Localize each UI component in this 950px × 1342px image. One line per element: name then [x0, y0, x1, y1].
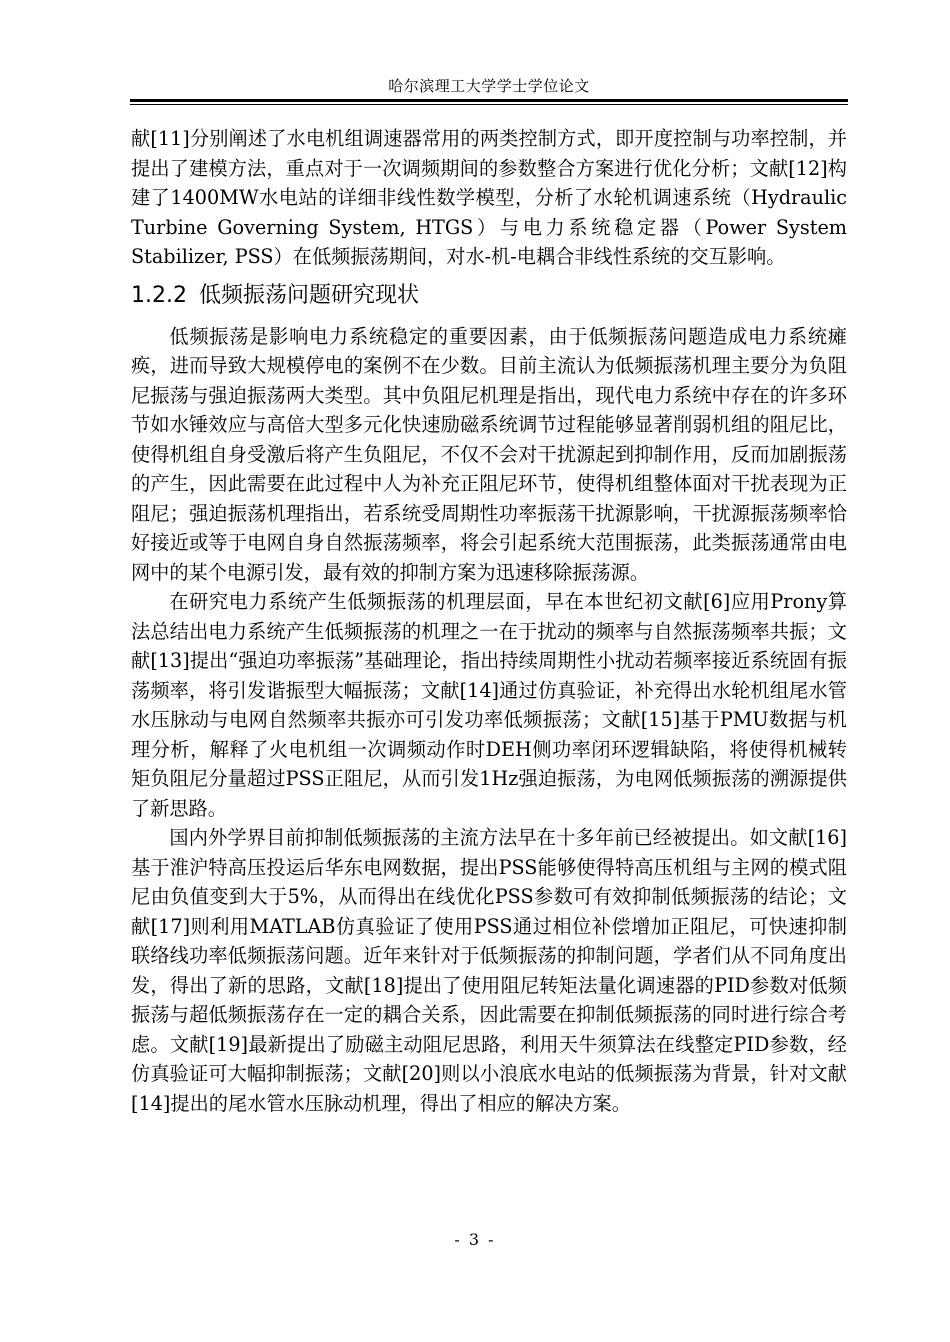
- header-rule-thick: [130, 99, 848, 102]
- body-text: [131, 124, 847, 1118]
- section-title: 低频振荡问题研究现状: [198, 282, 419, 308]
- paragraph-1: 低频振荡是影响电力系统稳定的重要因素，由于低频振荡问题造成电力系统瘫痪，进而导致大规模停电的案例不在少数。目前主流认为低频振荡机理主要分为负阻尼振荡与强迫振荡两大类型。其中负阻尼机理是指出，现代电力系统中存在的许多环节如水锤效应与高倍大型多元化快速励磁系统调节过程能够显著削弱机组的阻尼比，使得机组自身受激后将产生负阻尼，不仅不会对干扰源起到抑制作用，反而加剧振荡的产生，因此需要在此过程中人为补充正阻尼环节，使得机组整体面对干扰表现为正阻尼；强迫振荡机理指出，若系统受周期性功率振荡干扰源影响，干扰源振荡频率恰好接近或等于电网自身自然振荡频率，将会引起系统大范围振荡，此类振荡通常由电网中的某个电源引发，最有效的抑制方案为迅速移除振荡源。: [131, 324, 847, 584]
- section-heading: [131, 276, 847, 316]
- section-number: 1.2.2: [131, 282, 187, 308]
- paragraph-3: 国内外学界目前抑制低频振荡的主流方法早在十多年前已经被提出。如文献[16]基于淮沪特高压投运后华东电网数据，提出PSS能够使得特高压机组与主网的模式阻尼由负值变到大于5%，从而得出在线优化PSS参数可有效抑制低频振荡的结论；文献[17]则利用MATLAB仿真验证了使用PSS通过相位补偿增加正阻尼，可快速抑制联络线功率低频振荡问题。近年来针对于低频振荡的抑制问题，学者们从不同角度出发，得出了新的思路，文献[18]提出了使用阻尼转矩法量化调速器的PID参数对低频振荡与超低频振荡存在一定的耦合关系，因此需要在抑制低频振荡的同时进行综合考虑。文献[19]最新提出了励磁主动阻尼思路，利用天牛须算法在线整定PID参数，经仿真验证可大幅抑制振荡；文献[20]则以小浪底水电站的低频振荡为背景，针对文献[14]提出的尾水管水压脉动机理，得出了相应的解决方案。: [131, 826, 847, 1115]
- page-number: - 3 -: [454, 1230, 496, 1249]
- running-header: 哈尔滨理工大学学士学位论文: [388, 77, 590, 95]
- paragraph-continued: 献[11]分别阐述了水电机组调速器常用的两类控制方式，即开度控制与功率控制，并提出了建模方法，重点对于一次调频期间的参数整合方案进行优化分析；文献[12]构建了1400MW水电站的详细非线性数学模型，分析了水轮机调速系统（Hydraulic Turbine Governing System, HTGS）与电力系统稳定器（Power System Stabilizer, PSS）在低频振荡期间，对水-机-电耦合非线性系统的交互影响。: [131, 127, 847, 268]
- header-rule-thin: [130, 104, 848, 105]
- paragraph-2: 在研究电力系统产生低频振荡的机理层面，早在本世纪初文献[6]应用Prony算法总结出电力系统产生低频振荡的机理之一在于扰动的频率与自然振荡频率共振；文献[13]提出“强迫功率振荡”基础理论，指出持续周期性小扰动若频率接近系统固有振荡频率，将引发谐振型大幅振荡；文献[14]通过仿真验证，补充得出水轮机组尾水管水压脉动与电网自然频率共振亦可引发功率低频振荡；文献[15]基于PMU数据与机理分析，解释了火电机组一次调频动作时DEH侧功率闭环逻辑缺陷，将使得机械转矩负阻尼分量超过PSS正阻尼，从而引发1Hz强迫振荡，为电网低频振荡的溯源提供了新思路。: [131, 590, 847, 820]
